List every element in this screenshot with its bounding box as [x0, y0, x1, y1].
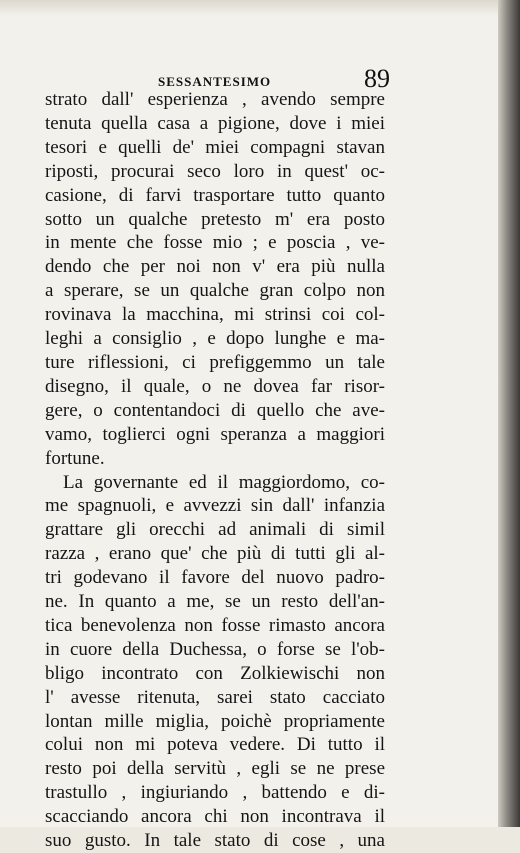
- paragraph-2: [45, 471, 385, 853]
- text-line: ture riflessioni, ci prefiggemmo un tale: [45, 351, 385, 375]
- text-line: sotto un qualche pretesto m' era posto: [45, 208, 385, 232]
- text-line: razza , erano que' che più di tutti gli al-: [45, 542, 385, 566]
- running-head: SESSANTESIMO: [158, 74, 271, 90]
- text-line: tenuta quella casa a pigione, dove i miei: [45, 112, 385, 136]
- text-line: La governante ed il maggiordomo, co-: [45, 471, 385, 495]
- page-binding-edge: [498, 0, 520, 827]
- text-line: disegno, il quale, o ne dovea far risor-: [45, 375, 385, 399]
- text-line: bligo incontrato con Zolkiewischi non: [45, 662, 385, 686]
- text-line: suo gusto. In tale stato di cose , una: [45, 829, 385, 853]
- text-line: rovinava la macchina, mi strinsi coi col-: [45, 303, 385, 327]
- text-line: in mente che fosse mio ; e poscia , ve-: [45, 231, 385, 255]
- text-line: in cuore della Duchessa, o forse se l'ob-: [45, 638, 385, 662]
- text-line: ne. In quanto a me, se un resto dell'an-: [45, 590, 385, 614]
- text-line: colui non mi poteva vedere. Di tutto il: [45, 733, 385, 757]
- body-text: [45, 88, 385, 853]
- text-line: tica benevolenza non fosse rimasto ancora: [45, 614, 385, 638]
- paragraph-1: [45, 88, 385, 471]
- text-line: casione, di farvi trasportare tutto quanto: [45, 184, 385, 208]
- text-line: fortune.: [45, 447, 385, 471]
- text-line: l' avesse ritenuta, sarei stato cacciato: [45, 686, 385, 710]
- text-line: trastullo , ingiuriando , battendo e di-: [45, 781, 385, 805]
- text-line: tri godevano il favore del nuovo padro-: [45, 566, 385, 590]
- text-line: gere, o contentandoci di quello che ave-: [45, 399, 385, 423]
- text-line: strato dall' esperienza , avendo sempre: [45, 88, 385, 112]
- page-number: 89: [364, 64, 390, 94]
- text-line: vamo, toglierci ogni speranza a maggiori: [45, 423, 385, 447]
- page-top-shadow: [0, 0, 520, 16]
- text-line: me spagnuoli, e avvezzi sin dall' infanzia: [45, 494, 385, 518]
- text-line: resto poi della servitù , egli se ne prese: [45, 757, 385, 781]
- text-line: a sperare, se un qualche gran colpo non: [45, 279, 385, 303]
- text-line: tesori e quelli de' miei compagni stavan: [45, 136, 385, 160]
- text-line: grattare gli orecchi ad animali di simil: [45, 518, 385, 542]
- text-line: riposti, procurai seco loro in quest' oc-: [45, 160, 385, 184]
- text-line: lontan mille miglia, poichè propriamente: [45, 710, 385, 734]
- text-line: leghi a consiglio , e dopo lunghe e ma-: [45, 327, 385, 351]
- text-line: scacciando ancora chi non incontrava il: [45, 805, 385, 829]
- text-line: dendo che per noi non v' era più nulla: [45, 255, 385, 279]
